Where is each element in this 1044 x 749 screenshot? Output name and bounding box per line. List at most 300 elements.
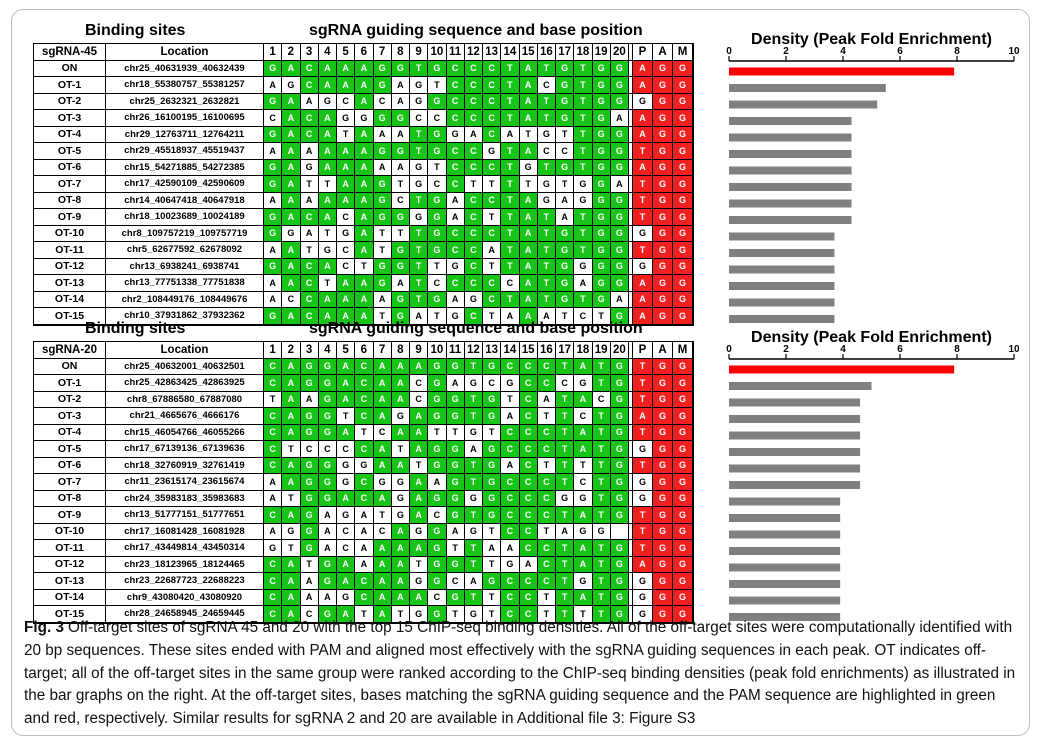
base-cell: G bbox=[611, 94, 629, 111]
bar-ot-6 bbox=[729, 167, 852, 175]
base-cell: T bbox=[556, 176, 574, 193]
base-cell: C bbox=[301, 61, 319, 78]
base-cell: T bbox=[282, 540, 300, 557]
base-cell: T bbox=[501, 110, 519, 127]
base-cell: T bbox=[574, 209, 592, 226]
base-cell: A bbox=[319, 590, 337, 607]
base-cell: A bbox=[611, 176, 629, 193]
base-cell: G bbox=[611, 308, 629, 325]
base-cell: T bbox=[556, 540, 574, 557]
base-cell: T bbox=[593, 458, 611, 475]
site-label: OT-1 bbox=[34, 375, 106, 392]
base-cell: A bbox=[520, 259, 538, 276]
base-cell: C bbox=[447, 160, 465, 177]
pam-cell: G bbox=[673, 94, 693, 111]
base-cell: G bbox=[611, 491, 629, 508]
site-label: OT-12 bbox=[34, 557, 106, 574]
position-header: 18 bbox=[574, 342, 592, 359]
base-cell: T bbox=[410, 292, 428, 309]
pam-header: A bbox=[653, 342, 673, 359]
base-cell: T bbox=[556, 425, 574, 442]
base-cell: C bbox=[538, 143, 556, 160]
base-cell: A bbox=[374, 606, 392, 623]
base-cell: A bbox=[355, 242, 373, 259]
base-cell: T bbox=[574, 127, 592, 144]
site-label: OT-15 bbox=[34, 308, 106, 325]
site-location: chr14_40647418_40647918 bbox=[106, 193, 264, 210]
base-cell: A bbox=[392, 573, 410, 590]
base-cell: C bbox=[337, 209, 355, 226]
base-cell: C bbox=[264, 458, 282, 475]
base-cell: C bbox=[374, 94, 392, 111]
site-location: chr15_54271885_54272385 bbox=[106, 160, 264, 177]
base-cell: T bbox=[483, 524, 501, 541]
base-cell: C bbox=[264, 359, 282, 376]
bar-ot-1 bbox=[729, 382, 872, 390]
base-cell: C bbox=[264, 606, 282, 623]
base-cell: A bbox=[574, 507, 592, 524]
base-cell: T bbox=[593, 441, 611, 458]
pam-cell: G bbox=[653, 441, 673, 458]
bar-ot-5 bbox=[729, 150, 852, 158]
pam-cell: G bbox=[633, 441, 653, 458]
base-cell: C bbox=[264, 590, 282, 607]
position-header: 1 bbox=[264, 44, 282, 61]
base-cell: T bbox=[282, 491, 300, 508]
base-cell: G bbox=[392, 61, 410, 78]
bar-ot-3 bbox=[729, 117, 852, 125]
base-cell: G bbox=[355, 110, 373, 127]
base-cell: A bbox=[520, 209, 538, 226]
base-cell: C bbox=[520, 375, 538, 392]
site-label: OT-10 bbox=[34, 226, 106, 243]
base-cell: C bbox=[538, 375, 556, 392]
base-cell: G bbox=[410, 160, 428, 177]
base-cell: G bbox=[593, 77, 611, 94]
base-cell: A bbox=[282, 308, 300, 325]
base-cell: G bbox=[337, 590, 355, 607]
base-cell: A bbox=[392, 458, 410, 475]
base-cell: T bbox=[593, 491, 611, 508]
base-cell: T bbox=[465, 359, 483, 376]
base-cell: A bbox=[611, 110, 629, 127]
base-cell: C bbox=[410, 375, 428, 392]
base-cell: G bbox=[319, 94, 337, 111]
base-cell: C bbox=[392, 193, 410, 210]
base-cell: G bbox=[264, 226, 282, 243]
base-cell: G bbox=[282, 77, 300, 94]
base-cell: C bbox=[483, 275, 501, 292]
base-cell: T bbox=[301, 176, 319, 193]
site-label: OT-3 bbox=[34, 110, 106, 127]
base-cell: G bbox=[410, 573, 428, 590]
site-location: chr25_42863425_42863925 bbox=[106, 375, 264, 392]
base-cell: C bbox=[337, 540, 355, 557]
base-cell: C bbox=[465, 160, 483, 177]
base-cell: T bbox=[538, 209, 556, 226]
base-cell: G bbox=[593, 110, 611, 127]
base-cell: G bbox=[465, 375, 483, 392]
base-cell: A bbox=[319, 143, 337, 160]
base-cell: T bbox=[574, 61, 592, 78]
base-cell: C bbox=[465, 308, 483, 325]
base-cell: G bbox=[428, 408, 446, 425]
base-cell: A bbox=[374, 127, 392, 144]
base-cell: A bbox=[319, 160, 337, 177]
base-cell: G bbox=[428, 242, 446, 259]
base-cell: G bbox=[483, 573, 501, 590]
position-header: 8 bbox=[392, 342, 410, 359]
base-cell: A bbox=[447, 193, 465, 210]
base-cell: G bbox=[428, 540, 446, 557]
caption-text: Off-target sites of sgRNA 45 and 20 with the top 15 ChIP-seq binding densities. All of the off-target sites were computationally identified with 20 bp sequences. These sites ended with PAM and aligned most effectively with the sgRNA guiding sequences in each peak. OT indicates off-target; all of the off-target sites in the same group were ranked according to the ChIP-seq binding densities (peak fold enrichments) as illustrated in the bar graphs on the right. At the off-target sites, bases matching the sgRNA guiding sequence and the PAM sequence are highlighted in green and red, respectively. Similar results for sgRNA 2 and 20 are available in Additional file 3: Figure S3 bbox=[24, 619, 1016, 728]
base-cell: C bbox=[520, 441, 538, 458]
base-cell: T bbox=[593, 557, 611, 574]
base-cell: T bbox=[593, 308, 611, 325]
pam-cell: G bbox=[653, 524, 673, 541]
pam-cell: G bbox=[633, 474, 653, 491]
base-cell: T bbox=[501, 94, 519, 111]
base-cell: A bbox=[337, 375, 355, 392]
pam-cell: G bbox=[673, 143, 693, 160]
base-cell: A bbox=[282, 557, 300, 574]
base-cell: C bbox=[447, 176, 465, 193]
base-cell: G bbox=[392, 507, 410, 524]
position-header: 2 bbox=[282, 342, 300, 359]
site-label: OT-6 bbox=[34, 458, 106, 475]
base-cell: T bbox=[465, 458, 483, 475]
bar-ot-2 bbox=[729, 101, 877, 109]
base-cell: C bbox=[501, 606, 519, 623]
site-label: OT-9 bbox=[34, 507, 106, 524]
base-cell: A bbox=[392, 94, 410, 111]
base-cell: G bbox=[355, 458, 373, 475]
base-cell: G bbox=[410, 77, 428, 94]
base-cell: A bbox=[355, 292, 373, 309]
pam-cell: G bbox=[653, 308, 673, 325]
base-cell: A bbox=[337, 392, 355, 409]
base-cell: G bbox=[538, 127, 556, 144]
base-cell: C bbox=[301, 275, 319, 292]
base-cell: G bbox=[574, 375, 592, 392]
pam-cell: G bbox=[653, 77, 673, 94]
pam-cell: G bbox=[633, 606, 653, 623]
base-cell: G bbox=[301, 458, 319, 475]
pam-cell: G bbox=[673, 507, 693, 524]
base-cell: G bbox=[611, 160, 629, 177]
base-cell: A bbox=[410, 491, 428, 508]
pam-cell: G bbox=[653, 458, 673, 475]
position-header: 1 bbox=[264, 342, 282, 359]
base-cell: A bbox=[574, 540, 592, 557]
base-cell: T bbox=[483, 176, 501, 193]
base-cell: A bbox=[556, 209, 574, 226]
pam-cell: A bbox=[633, 61, 653, 78]
base-cell: A bbox=[556, 524, 574, 541]
base-cell: A bbox=[355, 524, 373, 541]
base-cell: T bbox=[483, 606, 501, 623]
base-cell: A bbox=[355, 308, 373, 325]
base-cell: G bbox=[593, 259, 611, 276]
base-cell: C bbox=[520, 425, 538, 442]
base-cell: G bbox=[392, 308, 410, 325]
base-cell: G bbox=[556, 259, 574, 276]
base-cell: A bbox=[392, 392, 410, 409]
density-bar-chart bbox=[696, 326, 1018, 620]
base-cell: C bbox=[520, 524, 538, 541]
base-cell: G bbox=[447, 458, 465, 475]
base-cell: C bbox=[483, 127, 501, 144]
sgrna-sequence-header: sgRNA guiding sequence and base position bbox=[309, 22, 643, 39]
base-cell: C bbox=[556, 143, 574, 160]
pam-cell: G bbox=[673, 160, 693, 177]
base-cell: A bbox=[264, 491, 282, 508]
base-cell: A bbox=[319, 77, 337, 94]
base-cell: G bbox=[319, 242, 337, 259]
base-cell: A bbox=[574, 359, 592, 376]
site-location: chr25_2632321_2632821 bbox=[106, 94, 264, 111]
pam-cell: G bbox=[673, 441, 693, 458]
base-cell: T bbox=[556, 458, 574, 475]
pam-cell: G bbox=[653, 176, 673, 193]
base-cell: A bbox=[574, 392, 592, 409]
base-cell: G bbox=[556, 242, 574, 259]
base-cell: G bbox=[374, 209, 392, 226]
base-cell: A bbox=[410, 359, 428, 376]
site-label: OT-14 bbox=[34, 590, 106, 607]
base-cell: G bbox=[447, 308, 465, 325]
base-cell: T bbox=[556, 557, 574, 574]
base-cell: T bbox=[410, 226, 428, 243]
pam-cell: A bbox=[633, 292, 653, 309]
base-cell: G bbox=[447, 557, 465, 574]
base-cell: G bbox=[319, 606, 337, 623]
base-cell: A bbox=[538, 308, 556, 325]
base-cell: G bbox=[428, 606, 446, 623]
bar-ot-3 bbox=[729, 415, 860, 423]
base-cell: A bbox=[374, 491, 392, 508]
base-cell: G bbox=[337, 110, 355, 127]
base-cell: C bbox=[501, 441, 519, 458]
base-cell: T bbox=[392, 441, 410, 458]
base-cell: C bbox=[374, 425, 392, 442]
base-cell: A bbox=[392, 590, 410, 607]
base-cell: C bbox=[447, 573, 465, 590]
base-cell: C bbox=[447, 61, 465, 78]
base-cell: A bbox=[501, 458, 519, 475]
base-cell: A bbox=[282, 606, 300, 623]
base-cell: A bbox=[392, 557, 410, 574]
base-cell: G bbox=[611, 193, 629, 210]
base-cell: G bbox=[611, 61, 629, 78]
sgrna-label: sgRNA-45 bbox=[34, 44, 106, 61]
base-cell: A bbox=[392, 540, 410, 557]
base-cell: G bbox=[428, 292, 446, 309]
base-cell: T bbox=[593, 590, 611, 607]
site-label: OT-5 bbox=[34, 143, 106, 160]
base-cell: G bbox=[611, 127, 629, 144]
base-cell: C bbox=[319, 441, 337, 458]
base-cell: G bbox=[593, 209, 611, 226]
base-cell: A bbox=[355, 176, 373, 193]
pam-cell: G bbox=[653, 573, 673, 590]
base-cell: G bbox=[392, 143, 410, 160]
pam-cell: T bbox=[633, 392, 653, 409]
base-cell: A bbox=[319, 110, 337, 127]
base-cell: T bbox=[574, 226, 592, 243]
pam-cell: G bbox=[653, 507, 673, 524]
base-cell: T bbox=[593, 375, 611, 392]
base-cell: T bbox=[410, 61, 428, 78]
base-cell: G bbox=[428, 458, 446, 475]
base-cell: A bbox=[520, 77, 538, 94]
position-header: 4 bbox=[319, 342, 337, 359]
base-cell: G bbox=[447, 127, 465, 144]
base-cell: A bbox=[374, 590, 392, 607]
pam-cell: T bbox=[633, 458, 653, 475]
pam-cell: G bbox=[673, 193, 693, 210]
x-tick-label: 4 bbox=[840, 344, 846, 355]
base-cell: G bbox=[392, 242, 410, 259]
base-cell: G bbox=[428, 573, 446, 590]
site-label: OT-13 bbox=[34, 275, 106, 292]
bar-ot-8 bbox=[729, 200, 852, 208]
pam-cell: G bbox=[653, 474, 673, 491]
base-cell: G bbox=[593, 176, 611, 193]
base-cell: A bbox=[301, 590, 319, 607]
base-cell: T bbox=[593, 573, 611, 590]
site-location: chr25_40632001_40632501 bbox=[106, 359, 264, 376]
base-cell: A bbox=[501, 408, 519, 425]
position-header: 13 bbox=[483, 44, 501, 61]
base-cell: G bbox=[428, 557, 446, 574]
density-bar-chart bbox=[696, 28, 1018, 322]
pam-cell: G bbox=[653, 491, 673, 508]
pam-cell: G bbox=[653, 392, 673, 409]
pam-cell: G bbox=[633, 590, 653, 607]
pam-cell: G bbox=[653, 110, 673, 127]
base-cell: C bbox=[520, 474, 538, 491]
pam-cell: G bbox=[673, 226, 693, 243]
base-cell: A bbox=[355, 226, 373, 243]
x-tick-label: 0 bbox=[726, 46, 732, 57]
base-cell: T bbox=[501, 61, 519, 78]
base-cell: C bbox=[465, 226, 483, 243]
pam-cell: G bbox=[653, 375, 673, 392]
pam-cell: T bbox=[633, 425, 653, 442]
base-cell: T bbox=[574, 94, 592, 111]
pam-cell: G bbox=[673, 425, 693, 442]
site-location: chr18_55380757_55381257 bbox=[106, 77, 264, 94]
base-cell: A bbox=[319, 61, 337, 78]
base-cell: G bbox=[447, 590, 465, 607]
location-header: Location bbox=[106, 342, 264, 359]
base-cell: T bbox=[556, 441, 574, 458]
pam-cell: G bbox=[673, 491, 693, 508]
base-cell: T bbox=[483, 308, 501, 325]
base-cell: G bbox=[483, 359, 501, 376]
base-cell: C bbox=[355, 590, 373, 607]
base-cell: G bbox=[465, 524, 483, 541]
base-cell: C bbox=[501, 507, 519, 524]
position-header: 12 bbox=[465, 342, 483, 359]
base-cell: T bbox=[501, 176, 519, 193]
base-cell: T bbox=[447, 425, 465, 442]
x-tick-label: 2 bbox=[783, 344, 789, 355]
base-cell: T bbox=[538, 408, 556, 425]
base-cell: C bbox=[501, 275, 519, 292]
site-label: OT-15 bbox=[34, 606, 106, 623]
base-cell: C bbox=[520, 408, 538, 425]
base-cell: G bbox=[593, 226, 611, 243]
chart-title: Density (Peak Fold Enrichment) bbox=[751, 31, 992, 48]
base-cell: T bbox=[538, 242, 556, 259]
position-header: 12 bbox=[465, 44, 483, 61]
site-location: chr5_62677592_62678092 bbox=[106, 242, 264, 259]
base-cell: C bbox=[465, 242, 483, 259]
pam-cell: A bbox=[633, 408, 653, 425]
site-label: OT-1 bbox=[34, 77, 106, 94]
base-cell: G bbox=[319, 573, 337, 590]
site-label: OT-7 bbox=[34, 176, 106, 193]
base-cell: G bbox=[374, 110, 392, 127]
base-cell: C bbox=[428, 275, 446, 292]
base-cell: A bbox=[447, 209, 465, 226]
sgrna-sequence-header: sgRNA guiding sequence and base position bbox=[309, 320, 643, 337]
base-cell: C bbox=[301, 259, 319, 276]
base-cell: C bbox=[483, 94, 501, 111]
base-cell: G bbox=[392, 408, 410, 425]
base-cell: G bbox=[337, 474, 355, 491]
base-cell: G bbox=[501, 557, 519, 574]
site-location: chr17_42590109_42590609 bbox=[106, 176, 264, 193]
base-cell: C bbox=[264, 110, 282, 127]
base-cell: A bbox=[355, 557, 373, 574]
base-cell: T bbox=[374, 308, 392, 325]
pam-cell: T bbox=[633, 507, 653, 524]
base-cell: T bbox=[374, 242, 392, 259]
pam-cell: T bbox=[633, 209, 653, 226]
base-cell: T bbox=[501, 259, 519, 276]
base-cell: T bbox=[520, 127, 538, 144]
bar-ot-5 bbox=[729, 448, 860, 456]
base-cell: A bbox=[520, 94, 538, 111]
base-cell: C bbox=[355, 359, 373, 376]
base-cell: A bbox=[282, 392, 300, 409]
bar-ot-10 bbox=[729, 531, 840, 539]
base-cell: G bbox=[428, 524, 446, 541]
base-cell: G bbox=[611, 474, 629, 491]
base-cell: G bbox=[574, 524, 592, 541]
base-cell: T bbox=[410, 557, 428, 574]
base-cell: A bbox=[282, 61, 300, 78]
base-cell: T bbox=[538, 524, 556, 541]
base-cell: C bbox=[301, 606, 319, 623]
pam-cell: G bbox=[673, 606, 693, 623]
base-cell: G bbox=[611, 573, 629, 590]
base-cell: A bbox=[355, 193, 373, 210]
base-cell: G bbox=[319, 408, 337, 425]
pam-header: A bbox=[653, 44, 673, 61]
base-cell: T bbox=[374, 226, 392, 243]
site-location: chr23_22687723_22688223 bbox=[106, 573, 264, 590]
base-cell: G bbox=[374, 176, 392, 193]
base-cell: G bbox=[264, 176, 282, 193]
base-cell: C bbox=[337, 242, 355, 259]
base-cell: C bbox=[483, 226, 501, 243]
base-cell: T bbox=[556, 308, 574, 325]
pam-cell: G bbox=[673, 590, 693, 607]
